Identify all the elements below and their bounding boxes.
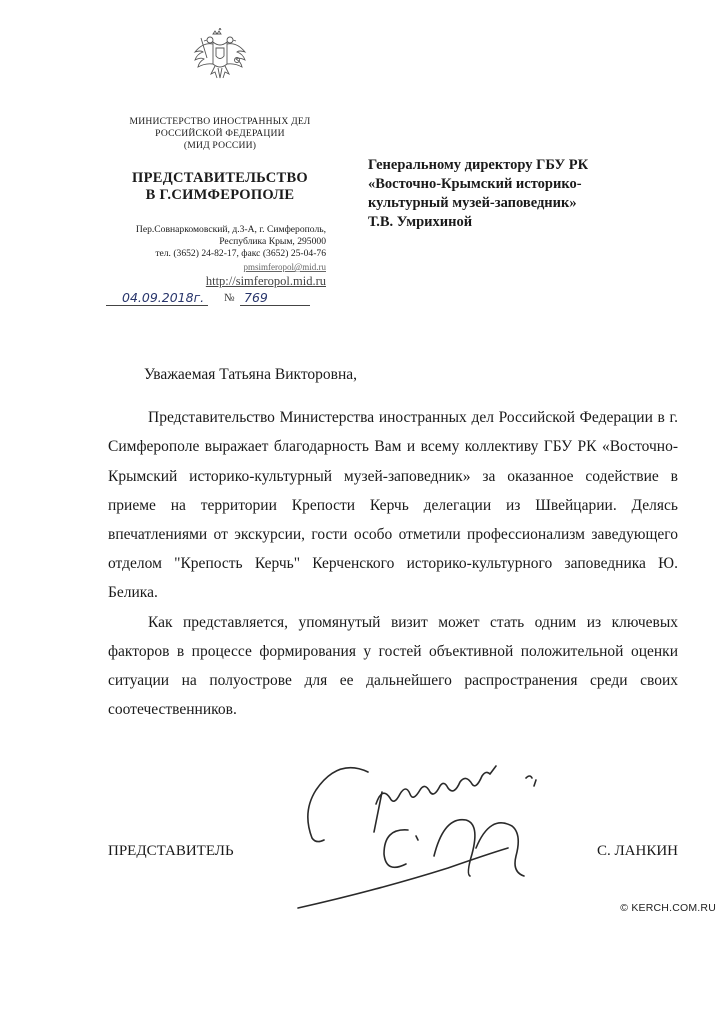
body-paragraph: Представительство Министерства иностранных дел Российской Федерации в г. Симферополе выражает благодарность Вам и всему коллективу ГБУ РК «Восточно-Крымский историко-культурный музей-заповедник» за оказанное содействие в приеме на территории Крепости Керчь делегации из Швейцарии. Делясь впечатлениями от экскурсии, гости особо отметили профессионализм заведующего отделом "Крепость Керчь" Керченского историко-культурного заповедника Ю. Белика.: [108, 409, 678, 602]
watermark: © KERCH.COM.RU: [620, 902, 716, 914]
addressee-line: культурный музей-заповедник»: [368, 195, 577, 211]
address-line: тел. (3652) 24-82-17, факс (3652) 25-04-76: [155, 248, 326, 259]
ministry-line: РОССИЙСКОЙ ФЕДЕРАЦИИ: [155, 128, 285, 139]
website-link[interactable]: http://simferopol.mid.ru: [205, 274, 326, 288]
date-underline: [106, 305, 208, 306]
office-title-line: ПРЕДСТАВИТЕЛЬСТВО: [132, 170, 308, 186]
addressee-block: [368, 156, 688, 232]
email-link[interactable]: pmsimferopol@mid.ru: [243, 262, 326, 272]
letter-body: [108, 360, 678, 724]
body-paragraph: Как представляется, упомянутый визит может стать одним из ключевых факторов в процессе формирования у гостей объективной положительной оценки ситуации на полуострове для ее дальнейшего распространения среди своих соотечественников.: [108, 613, 678, 719]
signatory-role: ПРЕДСТАВИТЕЛЬ: [108, 843, 234, 859]
ministry-line: (МИД РОССИИ): [183, 140, 257, 151]
ministry-line: МИНИСТЕРСТВО ИНОСТРАННЫХ ДЕЛ: [129, 116, 311, 127]
number-sign: №: [224, 292, 235, 304]
number-underline: [240, 305, 310, 306]
office-title: [100, 170, 340, 204]
registration-line: [100, 288, 340, 308]
addressee-line: «Восточно-Крымский историко-: [368, 176, 582, 192]
registration-date: 04.09.2018г.: [122, 290, 205, 305]
signatory-name: С. ЛАНКИН: [596, 843, 678, 859]
double-headed-eagle-emblem-icon: [191, 28, 249, 88]
ministry-name: [100, 116, 340, 152]
office-address: [100, 224, 340, 288]
address-line: Пер.Совнаркомовский, д.3-А, г. Симферополь,: [135, 224, 326, 235]
salutation: Уважаемая Татьяна Викторовна,: [144, 366, 358, 383]
address-line: Республика Крым, 295000: [219, 236, 326, 247]
office-title-line: В Г.СИМФЕРОПОЛЕ: [145, 187, 295, 203]
addressee-line: Генеральному директору ГБУ РК: [368, 157, 589, 173]
letterhead: [100, 28, 340, 308]
registration-number: 769: [244, 290, 268, 305]
handwritten-signature-image: [290, 752, 570, 922]
addressee-line: Т.В. Умрихиной: [368, 214, 473, 230]
